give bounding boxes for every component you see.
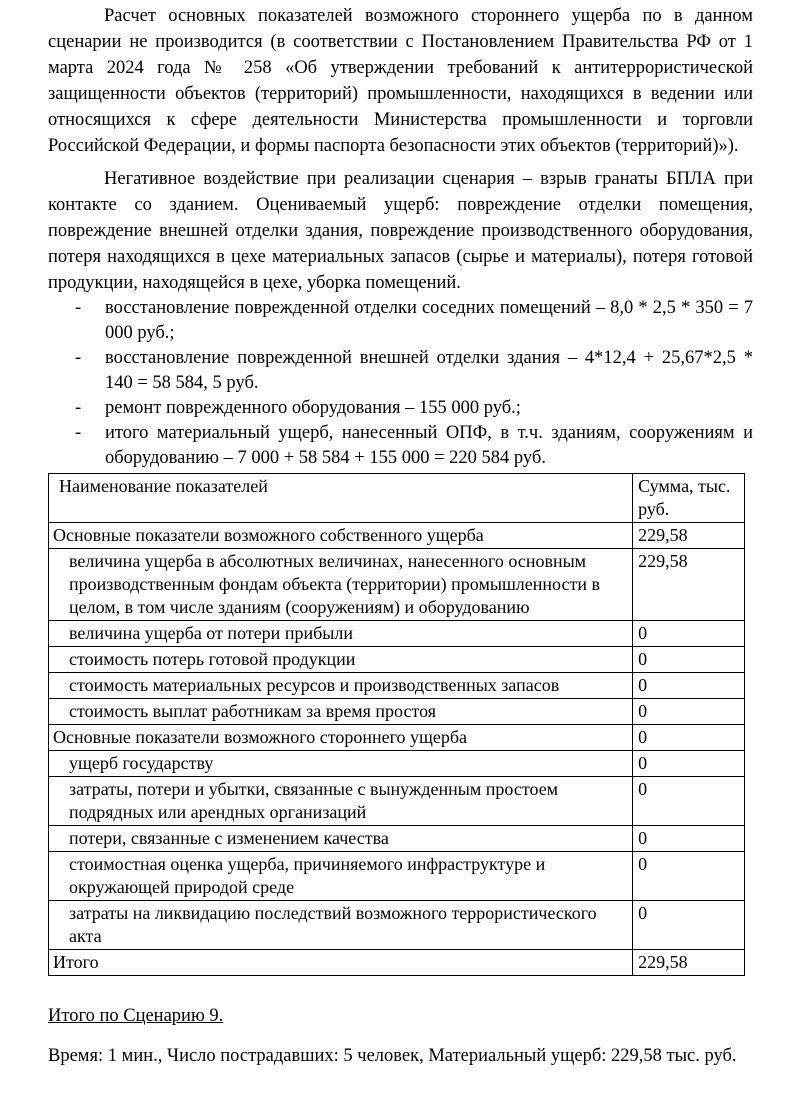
indicator-value-cell: 0 bbox=[633, 699, 745, 725]
indicator-value-cell: 229,58 bbox=[633, 549, 745, 621]
table-row bbox=[49, 621, 745, 647]
table-row bbox=[49, 647, 745, 673]
table-row bbox=[49, 699, 745, 725]
indicator-name-cell: Итого bbox=[49, 950, 633, 976]
table-row bbox=[49, 549, 745, 621]
list-item-text: итого материальный ущерб, нанесенный ОПФ, в т.ч. зданиям, сооружениям и оборудованию – 7 000 + 58 584 + 155 000 = 220 584 руб. bbox=[105, 423, 753, 468]
indicator-value-cell: 0 bbox=[633, 647, 745, 673]
indicator-name-cell: ущерб государству bbox=[49, 751, 633, 777]
indicators-table bbox=[48, 473, 745, 976]
indicator-value-cell: 0 bbox=[633, 826, 745, 852]
indicator-value-cell: 0 bbox=[633, 673, 745, 699]
indicator-name-cell: стоимость потерь готовой продукции bbox=[49, 647, 633, 673]
list-item bbox=[48, 396, 753, 421]
indicator-name-cell: стоимость материальных ресурсов и производственных запасов bbox=[49, 673, 633, 699]
scenario-summary-heading: Итого по Сценарию 9. bbox=[48, 1006, 224, 1026]
list-item bbox=[48, 296, 753, 346]
table-row bbox=[49, 751, 745, 777]
indicator-value-cell: 229,58 bbox=[633, 950, 745, 976]
table-row bbox=[49, 523, 745, 549]
table-row bbox=[49, 901, 745, 950]
indicator-name-cell: затраты на ликвидацию последствий возможного террористического акта bbox=[49, 901, 633, 950]
scenario-summary-line: Время: 1 мин., Число пострадавших: 5 человек, Материальный ущерб: 229,58 тыс. руб. bbox=[48, 1046, 737, 1066]
list-item-text: ремонт поврежденного оборудования – 155 000 руб.; bbox=[105, 398, 521, 418]
list-item-text: восстановление поврежденной внешней отделки здания – 4*12,4 + 25,67*2,5 * 140 = 58 584, 5 руб. bbox=[105, 348, 753, 393]
table-row bbox=[49, 725, 745, 751]
scenario-summary-heading-row bbox=[48, 1004, 753, 1029]
table-row bbox=[49, 826, 745, 852]
list-dash-marker: - bbox=[75, 398, 82, 418]
indicator-value-cell: 0 bbox=[633, 751, 745, 777]
list-dash-marker: - bbox=[75, 298, 82, 318]
indicator-name-cell: величина ущерба в абсолютных величинах, нанесенного основным производственным фондам объекта (территории) промышленности в целом, в том числе зданиям (сооружениям) и оборудованию bbox=[49, 549, 633, 621]
list-item bbox=[48, 421, 753, 471]
indicator-name-cell: Основные показатели возможного стороннего ущерба bbox=[49, 725, 633, 751]
table-row bbox=[49, 777, 745, 826]
intro-paragraph: Расчет основных показателей возможного стороннего ущерба по в данном сценарии не производится (в соответствии с Постановлением Правительства РФ от 1 марта 2024 года № 258 «Об утверждении требований к антитеррористической защищенности объектов (территорий) промышленности, находящихся в ведении или относящихся к сфере деятельности Министерства промышленности и торговли Российской Федерации, и формы паспорта безопасности этих объектов (территорий)»). bbox=[48, 6, 753, 156]
table-row bbox=[49, 950, 745, 976]
indicator-name-cell: затраты, потери и убытки, связанные с вынужденным простоем подрядных или арендных организаций bbox=[49, 777, 633, 826]
list-dash-marker: - bbox=[75, 423, 82, 443]
table-row bbox=[49, 852, 745, 901]
indicator-value-cell: 0 bbox=[633, 725, 745, 751]
indicator-name-cell: стоимость выплат работникам за время простоя bbox=[49, 699, 633, 725]
indicator-value-cell: 0 bbox=[633, 901, 745, 950]
table-header-indicator-name: Наименование показателей bbox=[49, 474, 633, 523]
list-item bbox=[48, 346, 753, 396]
indicator-name-cell: потери, связанные с изменением качества bbox=[49, 826, 633, 852]
indicator-value-cell: 0 bbox=[633, 852, 745, 901]
indicator-name-cell: величина ущерба от потери прибыли bbox=[49, 621, 633, 647]
damage-calculation-list bbox=[48, 296, 753, 471]
indicator-value-cell: 0 bbox=[633, 621, 745, 647]
indicator-name-cell: стоимостная оценка ущерба, причиняемого инфраструктуре и окружающей природой среде bbox=[49, 852, 633, 901]
table-row bbox=[49, 673, 745, 699]
indicator-value-cell: 229,58 bbox=[633, 523, 745, 549]
table-header-row bbox=[49, 474, 745, 523]
scenario-paragraph: Негативное воздействие при реализации сценария – взрыв гранаты БПЛА при контакте со зданием. Оцениваемый ущерб: повреждение отделки помещения, повреждение внешней отделки здания, повреждение производственного оборудования, потеря находящихся в цехе материальных запасов (сырье и материалы), потеря готовой продукции, находящейся в цехе, уборка помещений. bbox=[48, 169, 753, 293]
indicator-name-cell: Основные показатели возможного собственного ущерба bbox=[49, 523, 633, 549]
list-dash-marker: - bbox=[75, 348, 82, 368]
list-item-text: восстановление поврежденной отделки соседних помещений – 8,0 * 2,5 * 350 = 7 000 руб.; bbox=[105, 298, 753, 343]
table-header-sum: Сумма, тыс. руб. bbox=[633, 474, 745, 523]
indicator-value-cell: 0 bbox=[633, 777, 745, 826]
